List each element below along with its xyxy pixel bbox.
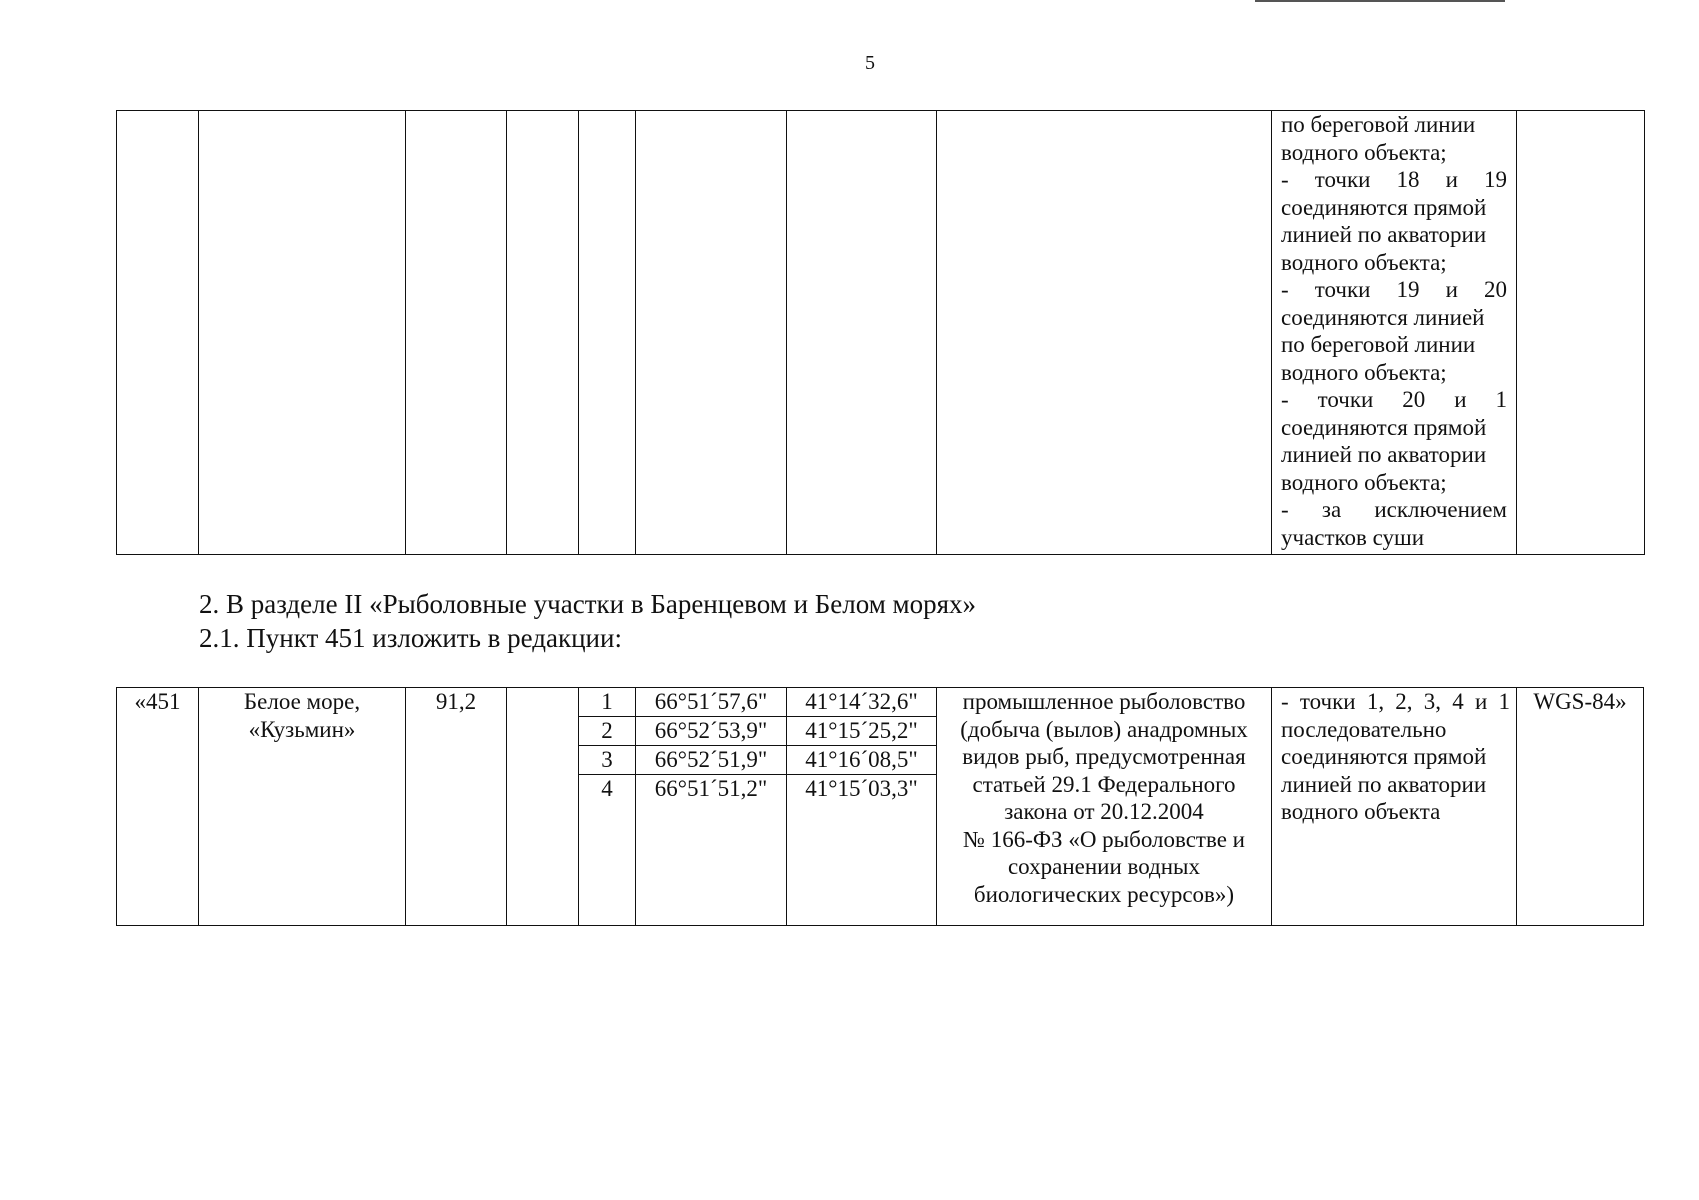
usage-line: № 166-ФЗ «О рыболовстве и [963,826,1245,852]
usage-line: сохранении водных [1007,854,1201,879]
usage-description [937,688,1272,926]
point-numbers [579,688,636,926]
section-heading: 2. В разделе II «Рыболовные участки в Баренцевом и Белом морях» [199,589,977,619]
usage-line: биологических ресурсов») [973,881,1235,907]
boundary-line: - точки 1, 2, 3, 4 и 1 [1281,689,1510,714]
longitudes [787,688,937,926]
point-number: 3 [579,746,635,775]
continuation-boundary-description [1272,111,1517,555]
boundary-line: по береговой линии [1281,332,1476,357]
usage-line: видов рыб, предусмотренная [962,744,1246,769]
boundary-line: по береговой линии [1281,112,1476,137]
boundary-line: водного объекта; [1281,359,1447,385]
item-number: «451 [117,688,199,926]
latitude: 66°52´53,9" [636,717,786,746]
usage-line: закона от 20.12.2004 [1004,799,1204,824]
boundary-line: - точки 18 и 19 [1281,167,1507,192]
boundary-line: водного объекта [1281,799,1441,824]
coordinate-system: WGS-84» [1517,688,1644,926]
continuation-cell-number [117,111,199,555]
area-name-line: Белое море, [243,689,361,714]
continuation-cell-usage [937,111,1272,555]
point-number: 4 [601,776,613,801]
continuation-cell-empty [507,111,579,555]
latitude: 66°51´51,2" [654,776,768,801]
boundary-description [1272,688,1517,926]
continuation-cell-area [406,111,507,555]
area-name [199,688,406,926]
top-rule [1255,0,1505,2]
usage-line: (добыча (вылов) анадромных [960,716,1248,742]
section-subheading: 2.1. Пункт 451 изложить в редакции: [199,623,622,653]
boundary-line: соединяются прямой [1281,744,1487,769]
boundary-line: водного объекта; [1281,139,1447,165]
usage-line: статьей 29.1 Федерального [972,771,1236,797]
fishing-area-table [116,687,1644,926]
longitude: 41°15´03,3" [805,776,918,801]
boundary-line: последовательно [1281,716,1447,742]
longitude: 41°15´25,2" [787,717,936,746]
boundary-line: - за исключением [1281,497,1507,522]
area-size: 91,2 [406,688,507,926]
boundary-line: линией по акватории [1281,771,1487,797]
area-name-line: «Кузьмин» [248,716,356,742]
longitude: 41°14´32,6" [787,688,936,717]
point-number: 1 [579,688,635,717]
boundary-line: соединяются прямой [1281,414,1487,440]
boundary-line: участков суши [1281,524,1425,550]
page-number: 5 [865,52,875,74]
boundary-line: линией по акватории [1281,222,1487,247]
boundary-line: соединяются прямой [1281,194,1487,220]
continuation-cell-latitude [636,111,787,555]
latitudes [636,688,787,926]
continuation-table [116,110,1645,555]
empty-column-cell [507,688,579,926]
boundary-line: водного объекта; [1281,249,1447,275]
continuation-cell-coordinate-system [1517,111,1645,555]
usage-line: промышленное рыболовство [962,689,1246,714]
boundary-line: - точки 19 и 20 [1281,277,1507,302]
continuation-cell-name [199,111,406,555]
longitude: 41°16´08,5" [787,746,936,775]
point-number: 2 [579,717,635,746]
latitude: 66°51´57,6" [636,688,786,717]
continuation-cell-longitude [787,111,937,555]
boundary-line: линией по акватории [1281,442,1487,467]
boundary-line: соединяются линией [1281,304,1485,330]
latitude: 66°52´51,9" [636,746,786,775]
boundary-line: водного объекта; [1281,469,1447,495]
continuation-cell-point-number [579,111,636,555]
boundary-line: - точки 20 и 1 [1281,387,1507,412]
